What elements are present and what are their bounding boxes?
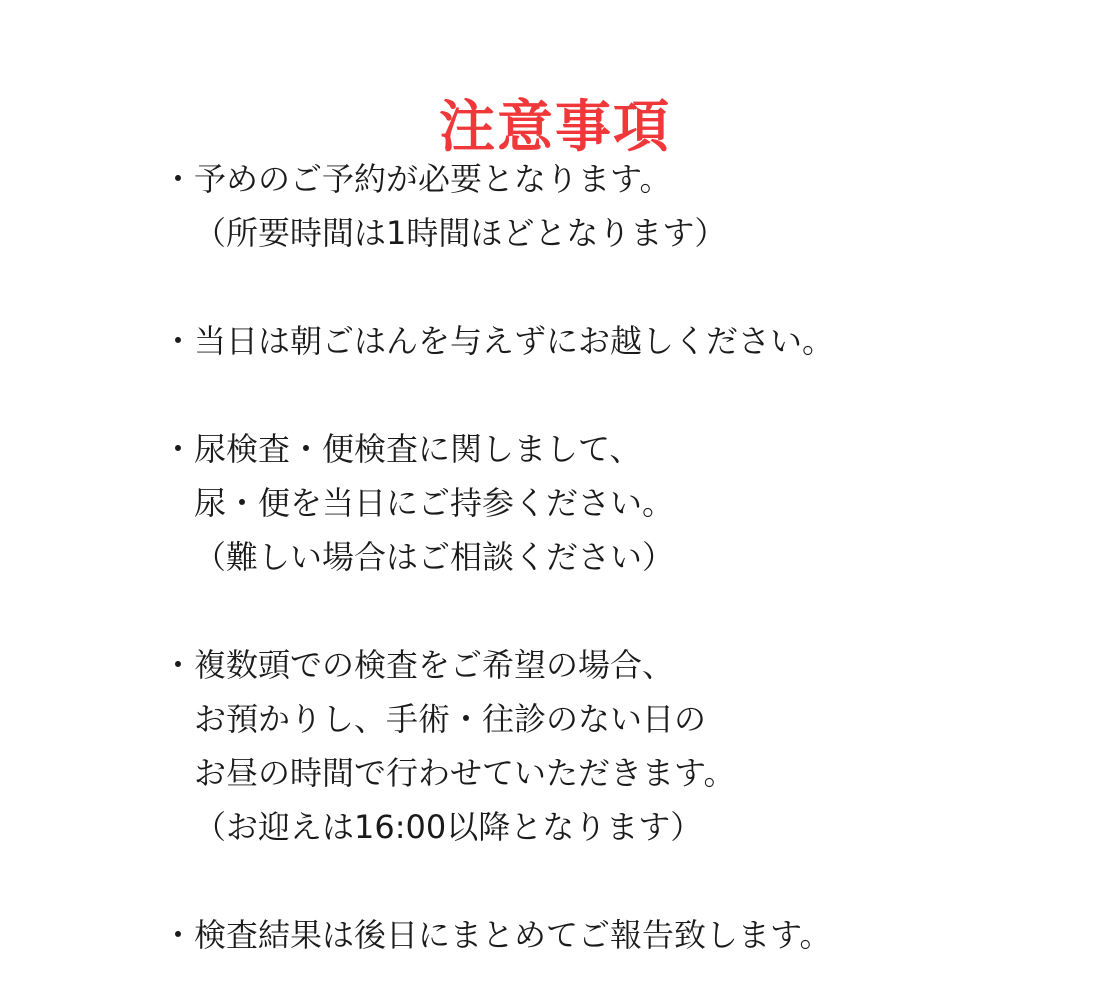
notice-item-multiple-pets: [158, 638, 1058, 854]
notice-line: 複数頭での検査をご希望の場合、: [194, 646, 675, 684]
notice-line: 予めのご予約が必要となります。: [194, 160, 672, 198]
bullet-point: ・: [162, 322, 195, 360]
notice-line: お昼の時間で行わせていただきます。: [194, 754, 736, 792]
bullet-point: ・: [162, 916, 195, 954]
bullet-point: ・: [162, 430, 195, 468]
page-title: 注意事項: [439, 94, 671, 160]
notice-line: （難しい場合はご相談ください）: [194, 538, 675, 576]
notice-item-reservation: [158, 152, 1058, 260]
bullet-point: ・: [162, 160, 195, 198]
notice-line: （お迎えは16:00以降となります）: [194, 808, 703, 846]
notice-line: 当日は朝ごはんを与えずにお越しください。: [194, 322, 835, 360]
notice-line: 尿検査・便検査に関しまして、: [194, 430, 642, 468]
notice-line: 尿・便を当日にご持参ください。: [194, 484, 675, 522]
notice-item-results: [158, 908, 1058, 962]
notice-list: [158, 152, 1058, 962]
notice-item-breakfast: [158, 314, 1058, 368]
notice-item-samples: [158, 422, 1058, 584]
notice-line: 検査結果は後日にまとめてご報告致します。: [194, 916, 832, 954]
notice-line: （所要時間は1時間ほどとなります）: [194, 214, 727, 252]
notice-line: お預かりし、手術・往診のない日の: [194, 700, 707, 738]
bullet-point: ・: [162, 646, 195, 684]
